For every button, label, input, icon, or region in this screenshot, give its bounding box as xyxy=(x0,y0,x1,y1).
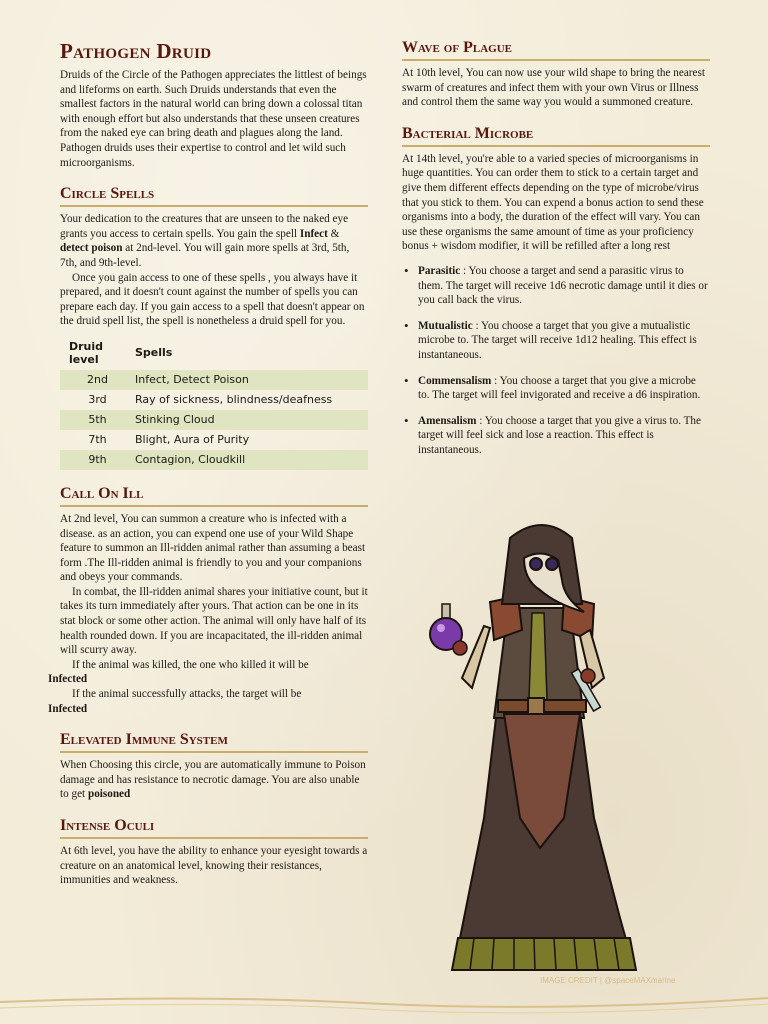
page-title: Pathogen Druid xyxy=(60,39,212,63)
footer-ornament xyxy=(0,992,768,1024)
call-on-ill-paragraph-2: In combat, the Ill-ridden animal shares your initiative count, but it takes its turn immediately after yours. That action can be one in its stat block or some other action. The animal will only have half of its health rounded down. If you are incapacitated, the ill-ridden animal will scurry away. xyxy=(60,585,368,657)
list-item: • Commensalism : You choose a target that you give a microbe to. The target will feel invigorated and receive a d6 inspiration. xyxy=(402,374,710,403)
wave-of-plague-paragraph: At 10th level, You can now use your wild shape to bring the nearest swarm of creatures and infect them with your own Virus or Illness and control them the same way you would a summoned creature. xyxy=(402,67,705,109)
circle-spells-heading: Circle Spells xyxy=(60,184,368,207)
call-on-ill-paragraph-1: At 2nd level, You can summon a creature who is infected with a disease. as an action, you can expend one use of your Wild Shape feature to summon an Ill-ridden animal rather than assuming a beast form .The Ill-ridden animal is friendly to you and your companions and obeys your commands. xyxy=(60,512,366,584)
table-row: 7th Blight, Aura of Purity xyxy=(88,433,250,447)
bacterial-microbe-paragraph: At 14th level, you're able to a varied species of microorganisms in huge quantities. You can order them to stick to a certain target and give them different effects depending on the type of microbe/virus that you stick to them. You can expend a bonus action to send these organisms into a body, the duration of the effect will vary. You can use these organisms the same amount of time as your proficiency bonus + wisdom modifier, it will be refilled after a long rest xyxy=(402,152,704,253)
microbe-list xyxy=(402,264,710,458)
table-row: 2nd Infect, Detect Poison xyxy=(60,370,368,390)
circle-spells-paragraph-2: Once you gain access to one of these spells , you always have it prepared, and it doesn't count against the number of spells you can prepare each day. If you gain access to a spell that doesn't appear on the druid spell list, the spell is nonetheless a druid spell for you. xyxy=(60,271,365,328)
call-on-ill-paragraph-3: If the animal was killed, the one who killed it will be Infected xyxy=(48,658,309,686)
list-item: • Mutualistic : You choose a target that you give a mutualistic microbe to. The target will receive 1d12 healing. This effect is instantaneous. xyxy=(402,319,710,363)
intense-oculi-paragraph: At 6th level, you have the ability to enhance your eyesight towards a creature on an anatomical level, knowing their resistances, immunities and weakness. xyxy=(60,845,368,887)
table-header-spells: Spells xyxy=(135,346,173,360)
image-credit: IMAGE CREDIT | @spaceMAXmarine xyxy=(540,976,676,985)
intro-paragraph: Druids of the Circle of the Pathogen appreciates the littlest of beings and lifeforms on earth. Such Druids understands that even the smallest factors in the natural world can bring down a colossal titan with enough effort but also understands that these unseen creatures from the naked eye can bring death and plagues along the land. Pathogen druids uses their expertise to control and let wild such microorganisms. xyxy=(60,69,367,169)
plague-druid-illustration xyxy=(424,518,660,978)
intense-oculi-heading: Intense Oculi xyxy=(60,816,368,839)
elevated-immune-heading: Elevated Immune System xyxy=(60,730,368,753)
table-row: 9th Contagion, Cloudkill xyxy=(60,450,368,470)
wave-of-plague-heading: Wave of Plague xyxy=(402,38,710,61)
list-item: • Amensalism : You choose a target that you give a virus to. The target will feel sick and lose a reaction. This effect is instantaneous. xyxy=(402,414,710,458)
left-column xyxy=(48,38,368,888)
table-row: 3rd Ray of sickness, blindness/deafness xyxy=(88,393,333,407)
list-item: • Parasitic : You choose a target and send a parasitic virus to them. The target will receive 1d6 necrotic damage until it dies or you call back the virus. xyxy=(402,264,710,308)
call-on-ill-paragraph-4: If the animal successfully attacks, the target will be Infected xyxy=(48,688,302,715)
table-row: 5th Stinking Cloud xyxy=(60,410,368,430)
elevated-immune-paragraph: When Choosing this circle, you are automatically immune to Poison damage and has resistance to necrotic damage. You are also unable to get poisoned xyxy=(60,759,366,801)
table-header-level: Druid level xyxy=(69,339,104,366)
bacterial-microbe-heading: Bacterial Microbe xyxy=(402,124,710,147)
right-column xyxy=(402,38,710,468)
circle-spells-paragraph-1: Your dedication to the creatures that are unseen to the naked eye grants you access to certain spells. You gain the spell Infect & detect poison at 2nd-level. You will gain more spells at 3rd, 5th, 7th, and 9th-level. xyxy=(60,213,350,269)
call-on-ill-heading: Call On Ill xyxy=(60,484,368,507)
circle-spells-table xyxy=(60,337,368,470)
